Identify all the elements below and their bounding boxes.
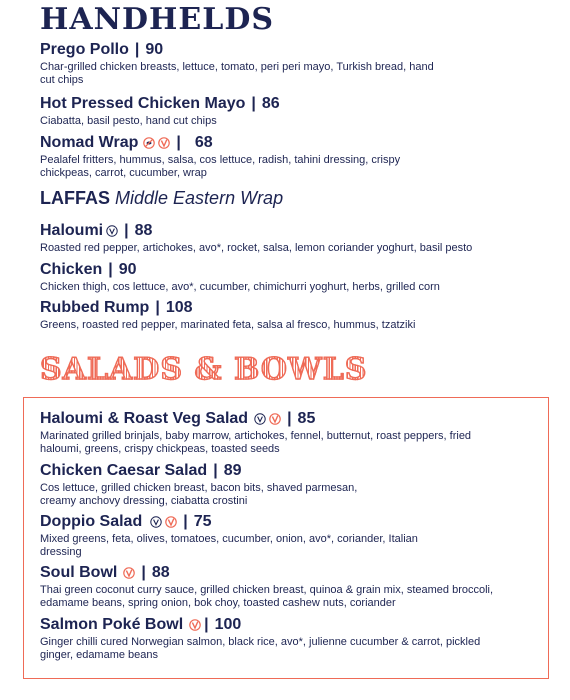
menu-item-haloumi-roast-veg-salad [40,409,540,456]
menu-item-doppio-salad [40,512,540,559]
section-title-handhelds: HANDHELDS [40,2,275,37]
laffas-heading [40,188,283,209]
item-separator: | [141,564,146,581]
laffas-subheading: Middle Eastern Wrap [115,188,284,208]
item-name: Rubbed Rump [40,299,150,316]
item-description: Roasted red pepper, artichokes, avo*, rocket, salsa, lemon coriander yoghurt, basil pesto [40,242,473,254]
item-separator: | [176,134,181,151]
menu-item-haloumi-laffa [40,221,540,255]
vegan-icon [189,619,201,631]
item-separator: | [251,95,256,112]
item-description: Thai green coconut curry sauce, grilled chicken breast, quinoa & grain mix, steamed broccoli, edamame beans, spring onion, bok choy, toasted cashew nuts, coriander [40,584,494,609]
item-price: 100 [214,616,242,633]
item-price: 89 [223,462,242,479]
item-price: 85 [297,410,316,427]
item-name: Nomad Wrap [40,134,139,151]
item-price: 90 [145,41,164,58]
item-separator: | [204,616,209,633]
item-separator: | [155,299,160,316]
vegan-icon [123,567,135,579]
item-name: Prego Pollo [40,41,129,58]
item-description: Marinated grilled brinjals, baby marrow, artichokes, fennel, butternut, roast peppers, fried haloumi, greens, crispy chickpeas, toasted seeds [40,430,472,455]
item-price: 68 [194,134,213,151]
item-name: Haloumi [40,222,104,239]
item-separator: | [108,261,113,278]
item-name: Salmon Poké Bowl [40,616,184,633]
item-description: Char-grilled chicken breasts, lettuce, tomato, peri peri mayo, Turkish bread, hand cut chips [40,61,434,86]
vegetarian-icon [106,225,118,237]
item-description: Ginger chilli cured Norwegian salmon, black rice, avo*, julienne cucumber & carrot, pickled ginger, edamame beans [40,636,481,661]
laffas-heading-label: LAFFAS [40,188,110,208]
item-name: Soul Bowl [40,564,118,581]
menu-item-salmon-poke-bowl [40,615,540,662]
item-name: Hot Pressed Chicken Mayo [40,95,246,112]
item-description: Greens, roasted red pepper, marinated feta, salsa al fresco, hummus, tzatziki [40,319,416,331]
item-description: Chicken thigh, cos lettuce, avo*, cucumber, chimichurri yoghurt, herbs, grilled corn [40,281,440,293]
item-separator: | [124,222,129,239]
vegetarian-icon [150,516,162,528]
item-name: Chicken Caesar Salad [40,462,208,479]
menu-item-rubbed-rump [40,298,540,332]
menu-item-chicken-laffa [40,260,540,294]
vegan-icon [158,137,170,149]
item-separator: | [213,462,218,479]
vegan-icon [165,516,177,528]
item-price: 108 [165,299,193,316]
item-price: 88 [134,222,153,239]
item-name: Haloumi & Roast Veg Salad [40,410,249,427]
item-description: Cos lettuce, grilled chicken breast, bacon bits, shaved parmesan, creamy anchovy dressing, ciabatta crostini [40,482,358,507]
menu-item-prego-pollo [40,40,540,87]
item-price: 86 [261,95,280,112]
item-price: 90 [118,261,137,278]
item-separator: | [183,513,188,530]
item-name: Doppio Salad [40,513,143,530]
vegan-icon [269,413,281,425]
item-separator: | [287,410,292,427]
item-description: Pealafel fritters, hummus, salsa, cos lettuce, radish, tahini dressing, crispy chickpeas, carrot, cucumber, wrap [40,154,401,179]
item-price: 75 [193,513,212,530]
item-name: Chicken [40,261,103,278]
section-title-salads-bowls: SALADS & BOWLS [40,352,368,387]
menu-item-soul-bowl [40,563,540,610]
vegetarian-icon [254,413,266,425]
no-meat-icon [143,137,155,149]
item-price: 88 [151,564,170,581]
item-description: Mixed greens, feta, olives, tomatoes, cucumber, onion, avo*, coriander, Italian dressing [40,533,418,558]
menu-item-hot-pressed-chicken-mayo [40,94,540,128]
item-separator: | [134,41,140,58]
menu-item-chicken-caesar-salad [40,461,540,508]
menu-item-nomad-wrap [40,133,540,180]
item-description: Ciabatta, basil pesto, hand cut chips [40,115,217,127]
